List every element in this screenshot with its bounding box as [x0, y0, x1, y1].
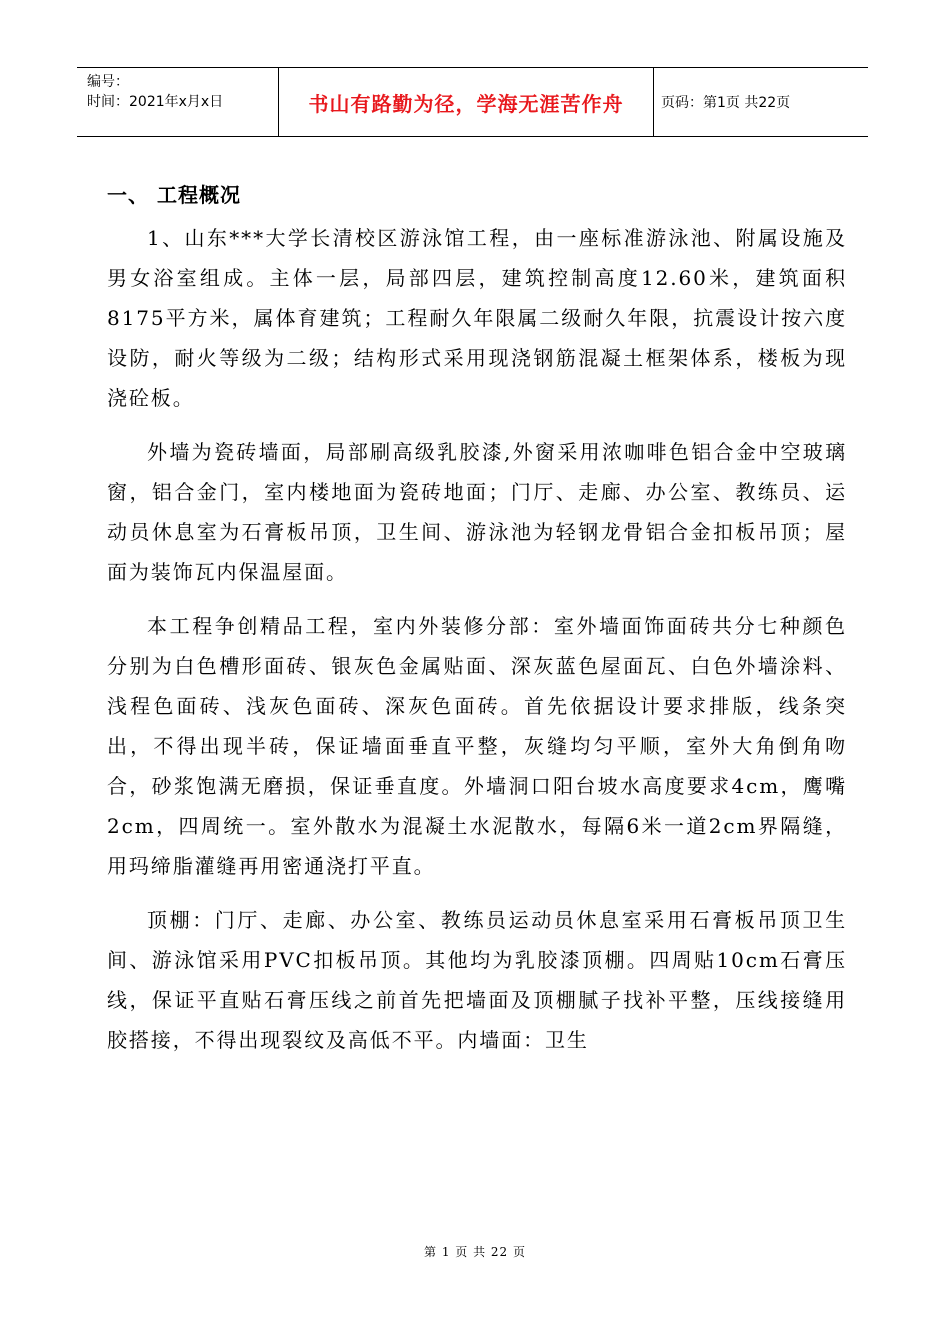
paragraph-overview: 1、山东***大学长清校区游泳馆工程，由一座标准游泳池、附属设施及男女浴室组成。主体一层，局部四层，建筑控制高度12.60米，建筑面积8175平方米，属体育建筑；工程耐久年限属二级耐久年限，抗震设计按六度设防，耐火等级为二级；结构形式采用现浇钢筋混凝土框架体系，楼板为现浇砼板。	[107, 226, 847, 410]
document-date: 时间：2021年x月x日	[87, 94, 224, 110]
paragraph-exterior: 外墙为瓷砖墙面，局部刷高级乳胶漆,外窗采用浓咖啡色铝合金中空玻璃窗，铝合金门，室内楼地面为瓷砖地面；门厅、走廊、办公室、教练员、运动员休息室为石膏板吊顶，卫生间、游泳池为轻钢龙骨铝合金扣板吊顶；屋面为装饰瓦内保温屋面。	[107, 440, 847, 584]
document-body	[107, 172, 847, 1060]
header-page-info: 页码：第1页 共22页	[661, 95, 791, 111]
page-footer: 第 1 页 共 22 页	[424, 1245, 526, 1259]
header-motto: 书山有路勤为径，学海无涯苦作舟	[279, 68, 654, 136]
document-number-label: 编号：	[87, 74, 129, 90]
paragraph-finishing: 本工程争创精品工程，室内外装修分部：室外墙面饰面砖共分七种颜色分别为白色槽形面砖、银灰色金属贴面、深灰蓝色屋面瓦、白色外墙涂料、浅程色面砖、浅灰色面砖、深灰色面砖。首先依据设计要求排版，线条突出，不得出现半砖，保证墙面垂直平整，灰缝均匀平顺，室外大角倒角吻合，砂浆饱满无磨损，保证垂直度。外墙洞口阳台坡水高度要求4cm，鹰嘴2cm，四周统一。室外散水为混凝土水泥散水，每隔6米一道2cm界隔缝，用玛缔脂灌缝再用密通浇打平直。	[107, 614, 847, 878]
page-header	[77, 67, 868, 137]
section-heading: 一、 工程概况	[107, 183, 241, 207]
header-meta	[77, 68, 279, 136]
paragraph-ceiling: 顶棚：门厅、走廊、办公室、教练员运动员休息室采用石膏板吊顶卫生间、游泳馆采用PVC扣板吊顶。其他均为乳胶漆顶棚。四周贴10cm石膏压线，保证平直贴石膏压线之前首先把墙面及顶棚腻子找补平整，压线接缝用胶搭接，不得出现裂纹及高低不平。内墙面：卫生	[107, 908, 847, 1052]
